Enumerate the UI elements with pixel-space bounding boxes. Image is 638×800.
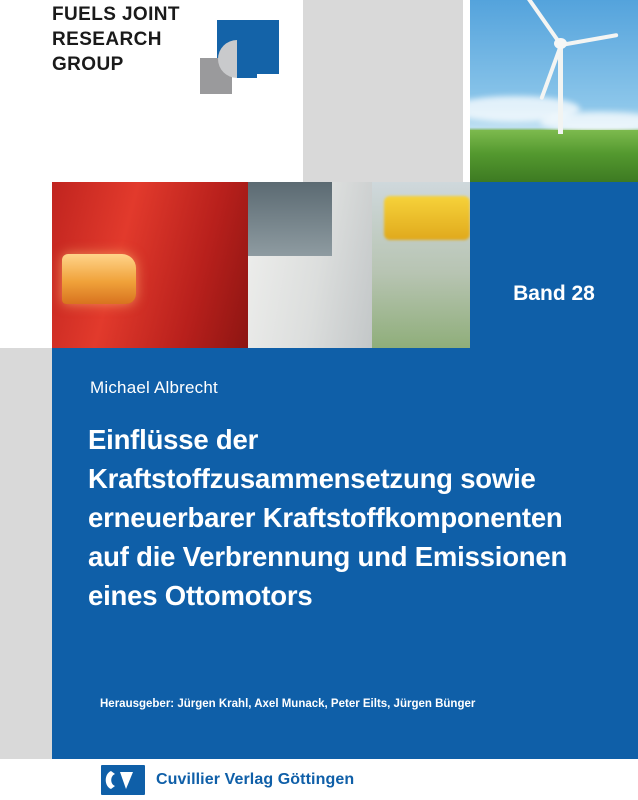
logo-line-1: FUELS JOINT [52,4,180,25]
page-title: Einflüsse der Kraftstoffzusammensetzung sowie erneuerbarer Kraftstoffkomponenten auf die Verbrennung und Emissionen eines Ottomotors [88,424,568,611]
title-panel [52,348,638,759]
fuel-nozzle-photo [52,182,470,348]
cloud-shape [540,112,638,132]
top-gray-band [303,0,463,182]
wind-turbine-photo [470,0,638,182]
cuvillier-logo-icon [101,765,145,795]
yellow-car-blur [384,196,470,240]
publisher-name: Cuvillier Verlag Göttingen [156,771,355,788]
author-name: Michael Albrecht [90,378,218,397]
volume-label: Band 28 [513,282,595,305]
grass-field [470,130,638,182]
editors-line: Herausgeber: Jürgen Krahl, Axel Munack, Peter Eilts, Jürgen Bünger [100,698,476,710]
car-taillight [62,254,136,304]
logo-circle-mask [237,40,257,78]
left-gray-column [0,348,52,759]
publisher-block [101,765,354,795]
right-blue-accent [600,718,638,762]
car-window [248,182,332,256]
fuels-joint-research-group-logo [52,0,280,96]
volume-band [470,182,638,348]
turbine-blade [559,33,619,47]
turbine-hub [554,38,567,49]
logo-line-2: RESEARCH GROUP [52,29,162,75]
